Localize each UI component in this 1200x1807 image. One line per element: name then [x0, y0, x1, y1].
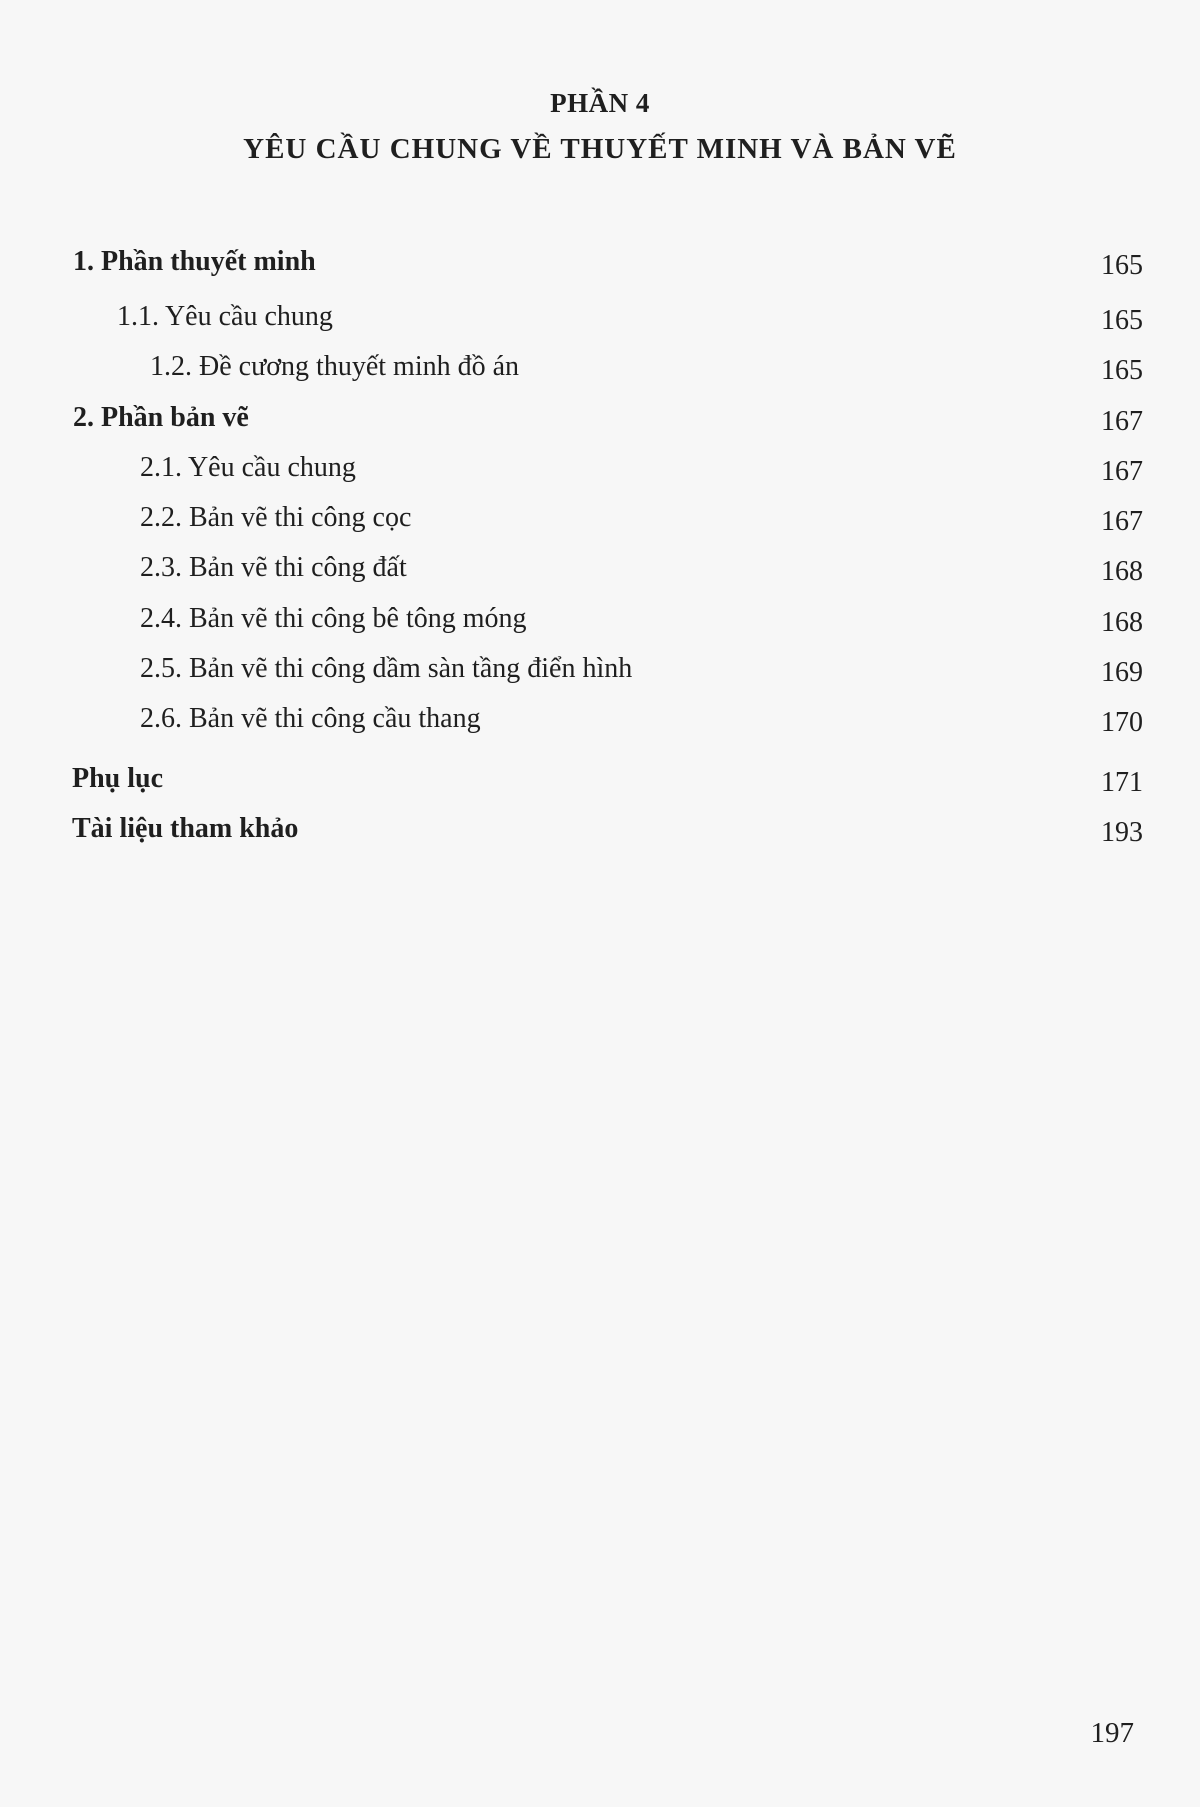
toc-entry	[0, 451, 1200, 487]
table-of-contents	[0, 0, 1200, 900]
toc-entry-label: 1.1. Yêu cầu chung	[117, 301, 333, 332]
toc-entry	[0, 401, 1200, 437]
toc-entry-page: 165	[1101, 355, 1143, 386]
toc-entry-page: 193	[1101, 817, 1143, 848]
toc-entry-page: 170	[1101, 707, 1143, 738]
toc-entry-page: 167	[1101, 406, 1143, 437]
toc-entry-label: 1. Phần thuyết minh	[73, 246, 316, 277]
toc-entry-label: 2. Phần bản vẽ	[73, 402, 249, 433]
part-label: PHẦN 4	[550, 88, 650, 118]
toc-entry	[0, 702, 1200, 738]
toc-entry	[0, 812, 1200, 848]
toc-entry-page: 168	[1101, 607, 1143, 638]
toc-entry-label: 2.4. Bản vẽ thi công bê tông móng	[140, 603, 527, 634]
toc-entry	[0, 602, 1200, 638]
part-title: YÊU CẦU CHUNG VỀ THUYẾT MINH VÀ BẢN VẼ	[243, 133, 957, 165]
toc-entry	[0, 501, 1200, 537]
toc-entry-page: 167	[1101, 506, 1143, 537]
toc-entry-label: 2.2. Bản vẽ thi công cọc	[140, 502, 412, 533]
toc-entry-page: 165	[1101, 250, 1143, 281]
toc-entry-label: 2.1. Yêu cầu chung	[140, 452, 356, 483]
toc-entry-label: Phụ lục	[72, 763, 164, 794]
toc-entry-page: 167	[1101, 456, 1143, 487]
toc-entry-page: 171	[1101, 767, 1143, 798]
toc-entry	[0, 300, 1200, 336]
toc-entry	[0, 762, 1200, 798]
toc-entry-label: 1.2. Đề cương thuyết minh đồ án	[150, 351, 520, 382]
toc-entry-label: 2.5. Bản vẽ thi công dầm sàn tầng điển hình	[140, 653, 633, 684]
toc-entry-label: Tài liệu tham khảo	[72, 813, 299, 844]
toc-entry-label: 2.6. Bản vẽ thi công cầu thang	[140, 703, 481, 734]
toc-entry	[0, 652, 1200, 688]
page-number: 197	[1090, 1717, 1134, 1749]
toc-entry-page: 169	[1101, 657, 1143, 688]
toc-entry-page: 168	[1101, 556, 1143, 587]
toc-entry	[0, 350, 1200, 386]
toc-entry-label: 2.3. Bản vẽ thi công đất	[140, 552, 407, 583]
toc-entry	[0, 551, 1200, 587]
toc-entry	[0, 245, 1200, 281]
toc-entry-page: 165	[1101, 305, 1143, 336]
